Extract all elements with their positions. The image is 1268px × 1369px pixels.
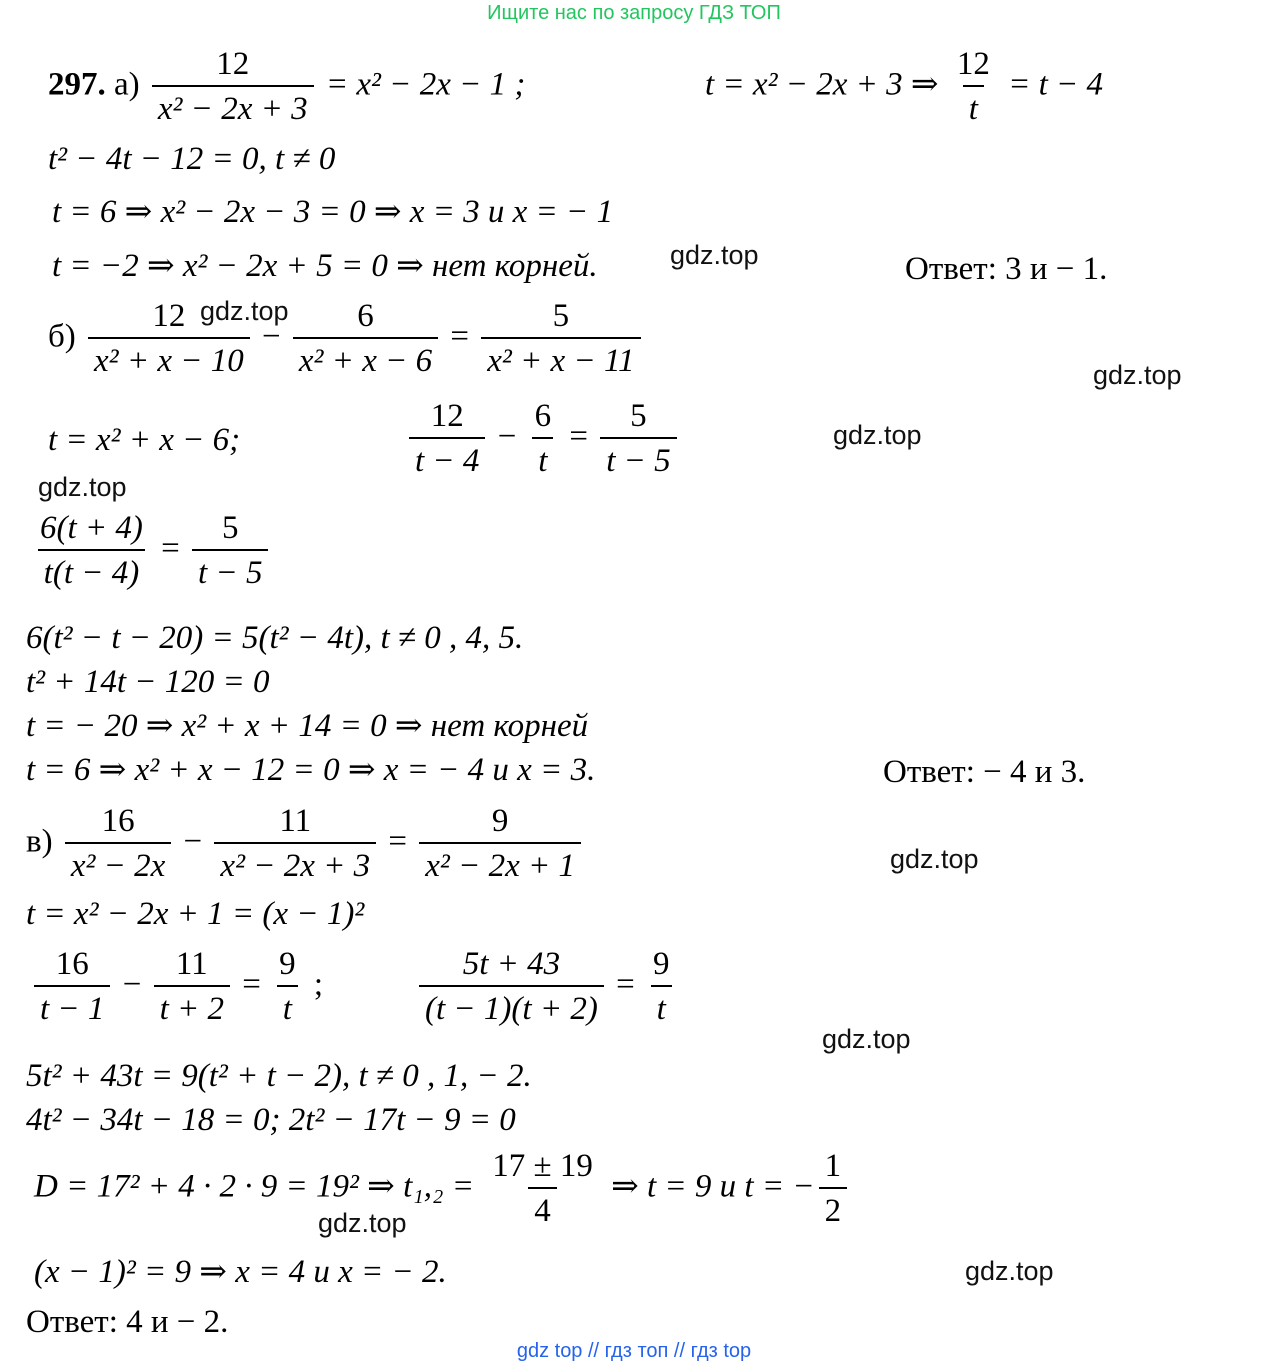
part-b-line-1: 6(t² − t − 20) = 5(t² − 4t), t ≠ 0 , 4, 5. <box>26 620 524 656</box>
watermark-text: gdz.top <box>670 240 759 270</box>
part-a-line-3: t = −2 ⇒ x² − 2x + 5 = 0 ⇒ нет корней. <box>52 248 598 284</box>
fraction: $\frac{16}{\text{x² − 2x}}$ <box>65 805 171 883</box>
fraction: $\frac{9}{t}$ <box>273 948 302 1026</box>
footer-links: gdz top // гдз топ // гдз top <box>516 1340 752 1362</box>
part-b-line-3: t = − 20 ⇒ x² + x + 14 = 0 ⇒ нет корней <box>26 708 589 744</box>
fraction: $\frac{12}{\text{x² + x − 10}}$ <box>88 300 250 378</box>
fraction: $\frac{5}{\text{x² + x − 11}}$ <box>481 300 640 378</box>
part-b-combined: $\frac{6(t + 4)}{t(t - 4)}$ = $\frac{5}{t - 5}$ <box>30 512 272 590</box>
watermark-text: gdz.top <box>318 1208 407 1238</box>
fraction: $\frac{12}{\text{x² − 2x + 3}}$ <box>152 48 314 126</box>
fraction: $\frac{1}{2}$ <box>819 1150 848 1228</box>
part-a-line-1: t² − 4t − 12 = 0, t ≠ 0 <box>48 141 336 177</box>
fraction: $\frac{12}{t - 4}$ <box>409 400 485 478</box>
part-b-line-4: t = 6 ⇒ x² + x − 12 = 0 ⇒ x = − 4 и x = 3. <box>26 752 596 788</box>
part-c-line-3: (x − 1)² = 9 ⇒ x = 4 и x = − 2. <box>34 1254 447 1290</box>
part-c-combined: $\frac{5t + 43}{(t - 1)(t + 2)}$ = $\frac{9}{t}$ <box>415 948 679 1026</box>
part-b-line-2: t² + 14t − 120 = 0 <box>26 664 270 700</box>
part-a-answer: Ответ: 3 и − 1. <box>905 251 1108 287</box>
part-c-answer: Ответ: 4 и − 2. <box>26 1304 229 1340</box>
fraction: $\frac{9}{t}$ <box>647 948 676 1026</box>
fraction: $\frac{11}{\text{x² − 2x + 3}}$ <box>214 805 376 883</box>
part-b-label: б) <box>48 318 76 355</box>
fraction: $\frac{16}{t - 1}$ <box>34 948 110 1026</box>
part-c-line-2: 4t² − 34t − 18 = 0; 2t² − 17t − 9 = 0 <box>26 1102 516 1138</box>
part-b-equation-t: $\frac{12}{t - 4}$ − $\frac{6}{t}$ = $\frac{5}{t - 5}$ <box>405 400 681 478</box>
part-a-line-2: t = 6 ⇒ x² − 2x − 3 = 0 ⇒ x = 3 и x = − 1 <box>52 194 614 230</box>
fraction: $\frac{5}{t - 5}$ <box>192 512 268 590</box>
watermark-text: gdz.top <box>200 296 289 326</box>
search-hint-header: Ищите нас по запросу ГДЗ ТОП <box>487 2 781 24</box>
fraction: $\frac{6(t + 4)}{t(t - 4)}$ <box>34 512 149 590</box>
fraction: $\frac{6}{\text{x² + x − 6}}$ <box>293 300 438 378</box>
part-c-line-1: 5t² + 43t = 9(t² + t − 2), t ≠ 0 , 1, − 2. <box>26 1058 532 1094</box>
part-c-equation-t: $\frac{16}{t - 1}$ − $\frac{11}{t + 2}$ = $\frac{9}{t}$ ; <box>30 948 323 1026</box>
watermark-text: gdz.top <box>822 1024 911 1054</box>
fraction: $\frac{9}{\text{x² − 2x + 1}}$ <box>419 805 581 883</box>
watermark-text: gdz.top <box>833 420 922 450</box>
part-c-label: в) <box>26 823 53 860</box>
problem-number: 297. <box>48 66 106 103</box>
part-a-substitution: t = x² − 2x + 3 ⇒ $\frac{12}{t}$ = t − 4 <box>705 46 1104 127</box>
part-b-equation: б) $\frac{12}{\text{x² + x − 10}}$ − $\frac{6}{\text{x² + x − 6}}$ = $\frac{5}{\text{x² + x − 11}}$ <box>48 300 645 378</box>
watermark-text: gdz.top <box>965 1256 1054 1286</box>
fraction: $\frac{17 \pm 19}{4}$ <box>492 1148 593 1229</box>
fraction: $\frac{12}{t}$ <box>956 46 990 127</box>
fraction: $\frac{5t + 43}{(t - 1)(t + 2)}$ <box>419 948 604 1026</box>
part-a-equation: 297. а) $\frac{12}{\text{x² − 2x + 3}}$ = x² − 2x − 1 ; <box>48 46 526 127</box>
watermark-text: gdz.top <box>890 844 979 874</box>
part-b-answer: Ответ: − 4 и 3. <box>883 754 1086 790</box>
fraction: $\frac{6}{t}$ <box>529 400 558 478</box>
fraction: $\frac{11}{t + 2}$ <box>154 948 230 1026</box>
part-a-label: а) <box>114 66 140 103</box>
part-c-substitution: t = x² − 2x + 1 = (x − 1)² <box>26 896 365 932</box>
part-b-substitution: t = x² + x − 6; <box>48 422 241 458</box>
watermark-text: gdz.top <box>38 472 127 502</box>
watermark-text: gdz.top <box>1093 360 1182 390</box>
fraction: $\frac{5}{t - 5}$ <box>600 400 676 478</box>
part-c-equation: в) $\frac{16}{\text{x² − 2x}}$ − $\frac{11}{\text{x² − 2x + 3}}$ = $\frac{9}{\text{x² − 2x + 1}}$ <box>26 805 585 883</box>
part-c-discriminant: D = 17² + 4 · 2 · 9 = 19² ⇒ t₁,₂ = $\frac{17 \pm 19}{4}$ ⇒ t = 9 и t = − $\frac{1}{2}$ <box>34 1150 851 1228</box>
